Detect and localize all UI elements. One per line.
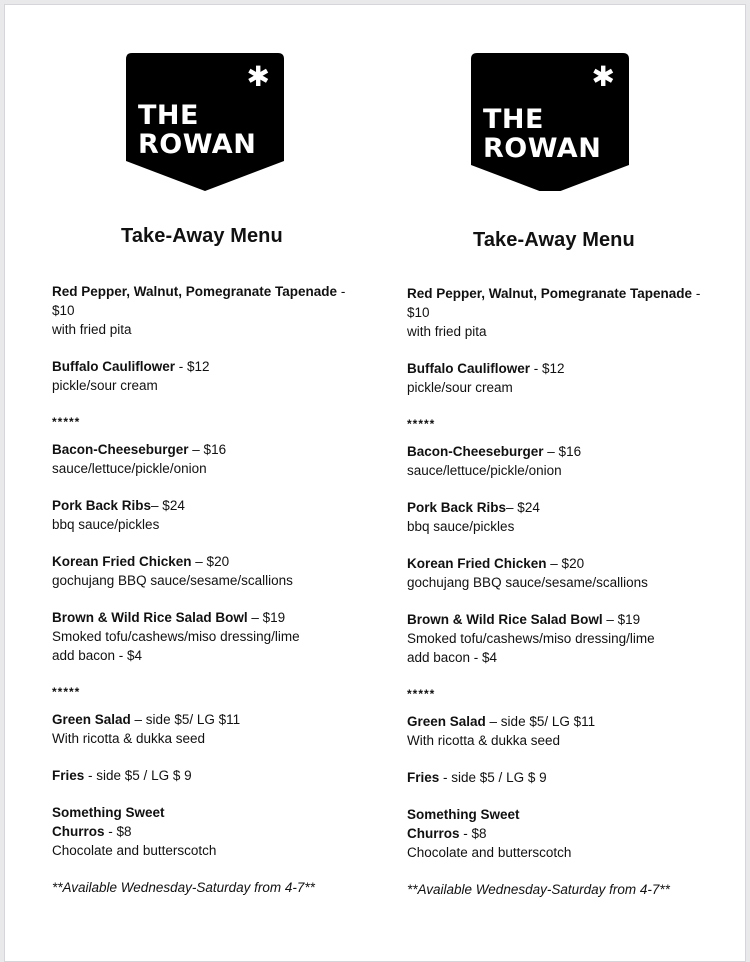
item-price: – $24 bbox=[506, 500, 540, 515]
section-divider: ***** bbox=[407, 687, 436, 701]
item-price: - $8 bbox=[104, 824, 132, 839]
menu-item-bowl bbox=[407, 610, 727, 667]
rowan-logo bbox=[471, 53, 629, 191]
logo-text bbox=[138, 101, 256, 159]
item-name: Buffalo Cauliflower bbox=[52, 359, 176, 374]
item-price: – side $5/ LG $11 bbox=[130, 712, 241, 727]
menu-item-fries bbox=[407, 768, 727, 787]
item-price: – $20 bbox=[546, 556, 585, 571]
item-price: - bbox=[337, 284, 346, 299]
item-price-cont: $10 bbox=[407, 305, 430, 320]
menu-item-salad bbox=[52, 710, 372, 748]
menu-items bbox=[52, 282, 372, 897]
availability-note: **Available Wednesday-Saturday from 4-7** bbox=[52, 880, 315, 895]
menu-items bbox=[407, 284, 727, 899]
item-name: Korean Fried Chicken bbox=[407, 556, 547, 571]
item-name: Korean Fried Chicken bbox=[52, 554, 192, 569]
item-name: Brown & Wild Rice Salad Bowl bbox=[407, 612, 603, 627]
item-price-cont: $10 bbox=[52, 303, 75, 318]
item-desc: sauce/lettuce/pickle/onion bbox=[407, 463, 562, 478]
item-price: - $12 bbox=[175, 359, 210, 374]
item-price: – $24 bbox=[151, 498, 185, 513]
menu-item-burger bbox=[407, 442, 727, 480]
item-price: – $16 bbox=[543, 444, 582, 459]
item-price: - side $5 / LG $ 9 bbox=[439, 770, 547, 785]
item-name: Green Salad bbox=[407, 714, 486, 729]
menu-item-cauliflower bbox=[407, 359, 727, 397]
menu-item-tapenade bbox=[52, 282, 372, 339]
item-name: Bacon-Cheeseburger bbox=[52, 442, 189, 457]
item-desc: pickle/sour cream bbox=[52, 378, 158, 393]
item-name: Pork Back Ribs bbox=[407, 500, 507, 515]
item-desc: with fried pita bbox=[52, 322, 132, 337]
asterisk-icon: ✱ bbox=[246, 61, 270, 92]
item-price: – $19 bbox=[247, 610, 286, 625]
item-price: – side $5/ LG $11 bbox=[485, 714, 596, 729]
menu-item-ribs bbox=[407, 498, 727, 536]
logo-line-the: THE bbox=[483, 104, 544, 135]
menu-sheet bbox=[4, 4, 746, 962]
menu-item-chicken bbox=[407, 554, 727, 592]
item-desc: with fried pita bbox=[407, 324, 487, 339]
item-name: Fries bbox=[407, 770, 440, 785]
menu-item-burger bbox=[52, 440, 372, 478]
logo-line-rowan: ROWAN bbox=[483, 133, 602, 164]
menu-item-ribs bbox=[52, 496, 372, 534]
item-price: – $19 bbox=[602, 612, 641, 627]
item-name: Churros bbox=[407, 826, 460, 841]
rowan-logo bbox=[126, 53, 284, 191]
menu-item-salad bbox=[407, 712, 727, 750]
item-addon: add bacon - $4 bbox=[52, 648, 143, 663]
item-desc: gochujang BBQ sauce/sesame/scallions bbox=[52, 573, 293, 588]
item-price: - side $5 / LG $ 9 bbox=[84, 768, 192, 783]
item-name: Churros bbox=[52, 824, 105, 839]
item-price: - $12 bbox=[530, 361, 565, 376]
item-name: Red Pepper, Walnut, Pomegranate Tapenade bbox=[407, 286, 693, 301]
section-heading-sweet: Something Sweet bbox=[407, 807, 520, 822]
item-desc: Chocolate and butterscotch bbox=[407, 845, 572, 860]
item-addon: add bacon - $4 bbox=[407, 650, 498, 665]
item-desc: Smoked tofu/cashews/miso dressing/lime bbox=[407, 631, 655, 646]
menu-item-churros bbox=[52, 803, 372, 860]
item-desc: With ricotta & dukka seed bbox=[52, 731, 206, 746]
item-desc: With ricotta & dukka seed bbox=[407, 733, 561, 748]
section-divider: ***** bbox=[52, 415, 81, 429]
item-desc: bbq sauce/pickles bbox=[407, 519, 515, 534]
logo-line-rowan: ROWAN bbox=[138, 129, 257, 160]
item-name: Bacon-Cheeseburger bbox=[407, 444, 544, 459]
item-desc: Smoked tofu/cashews/miso dressing/lime bbox=[52, 629, 300, 644]
logo-line-the: THE bbox=[138, 100, 199, 131]
item-desc: gochujang BBQ sauce/sesame/scallions bbox=[407, 575, 648, 590]
logo-text bbox=[483, 105, 601, 163]
section-divider: ***** bbox=[52, 685, 81, 699]
item-price: – $20 bbox=[191, 554, 230, 569]
item-desc: pickle/sour cream bbox=[407, 380, 513, 395]
item-desc: bbq sauce/pickles bbox=[52, 517, 160, 532]
menu-item-churros bbox=[407, 805, 727, 862]
section-heading-sweet: Something Sweet bbox=[52, 805, 165, 820]
menu-title: Take-Away Menu bbox=[121, 225, 283, 247]
section-divider: ***** bbox=[407, 417, 436, 431]
item-desc: sauce/lettuce/pickle/onion bbox=[52, 461, 207, 476]
asterisk-icon: ✱ bbox=[591, 61, 615, 92]
availability-note: **Available Wednesday-Saturday from 4-7** bbox=[407, 882, 670, 897]
item-price: - $8 bbox=[459, 826, 487, 841]
item-desc: Chocolate and butterscotch bbox=[52, 843, 217, 858]
menu-item-cauliflower bbox=[52, 357, 372, 395]
item-price: - bbox=[692, 286, 701, 301]
menu-item-bowl bbox=[52, 608, 372, 665]
menu-item-chicken bbox=[52, 552, 372, 590]
item-name: Fries bbox=[52, 768, 85, 783]
menu-item-fries bbox=[52, 766, 372, 785]
item-name: Red Pepper, Walnut, Pomegranate Tapenade bbox=[52, 284, 338, 299]
item-name: Pork Back Ribs bbox=[52, 498, 152, 513]
menu-item-tapenade bbox=[407, 284, 727, 341]
item-name: Buffalo Cauliflower bbox=[407, 361, 531, 376]
menu-title: Take-Away Menu bbox=[473, 229, 635, 251]
item-name: Brown & Wild Rice Salad Bowl bbox=[52, 610, 248, 625]
item-price: – $16 bbox=[188, 442, 227, 457]
item-name: Green Salad bbox=[52, 712, 131, 727]
